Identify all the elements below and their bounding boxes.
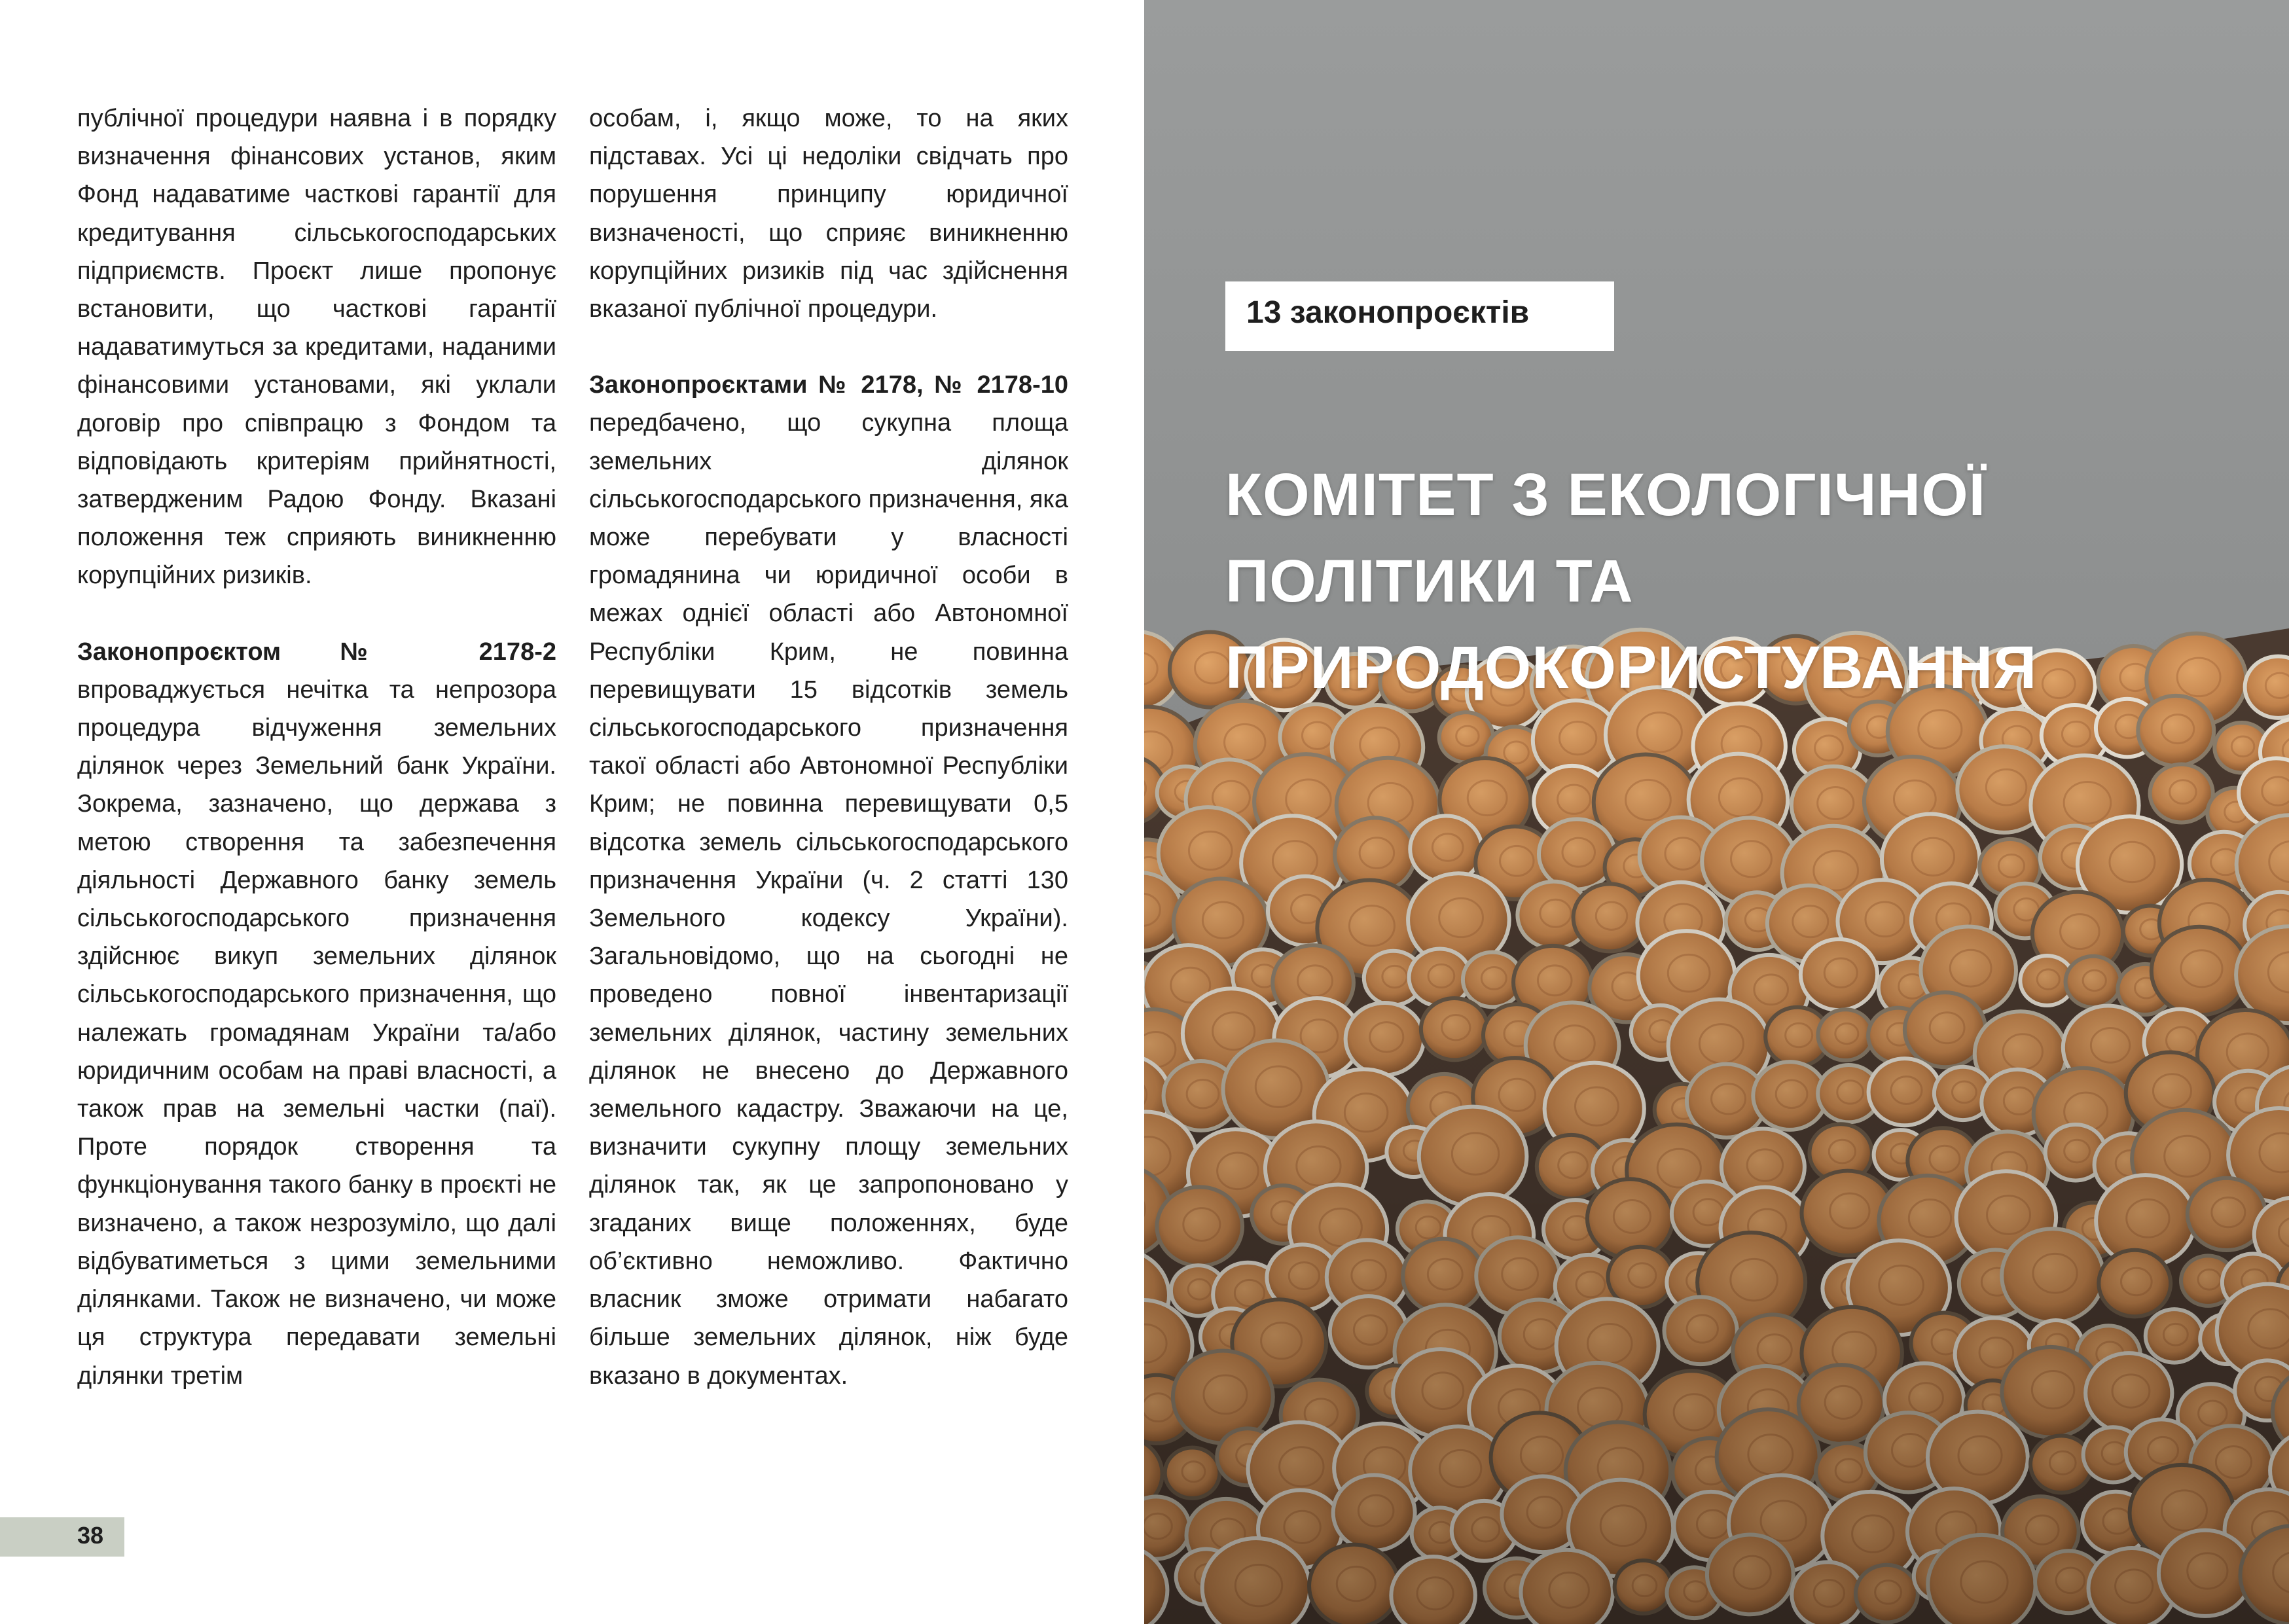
paragraph: публічної процедури наявна і в порядку визначення фінансових установ, яким Фонд надаватиме часткові гарантії для кредитування сільськогосподарських підприємств. Проєкт лише пропонує встановити, що часткові гарантії надаватимуться за кредитами, наданими фінансовими установами, які уклали договір про співпрацю з Фондом та відповідають критеріям прийнятності, затвердженим Радою Фонду. Вказані положення теж сприяють виникненню корупційних ризиків. — [77, 105, 556, 590]
committee-title — [1225, 452, 2246, 711]
log-pile-photo — [1144, 0, 2289, 1624]
title-line: ПОЛІТИКИ ТА — [1225, 548, 1634, 615]
paragraph: особам, і, якщо може, то на яких підставах. Усі ці недоліки свідчать про порушення принципу юридичної визначеності, що сприяє виникненню корупційних ризиків під час здійснення вказаної публічної процедури. — [589, 105, 1068, 323]
paragraph-text: передбачено, що сукупна площа земельних ділянок сільськогосподарського призначення, яка може перебувати у власності громадянина чи юридичної особи в межах однієї області або Автономної Республіки Крим, не повинна перевищувати 15 відсотків земель сільськогосподарського призначення такої області або Автономної Республіки Крим; не повинна перевищувати 0,5 відсотка земель сільськогосподарського призначення України (ч. 2 статті 130 Земельного кодексу України). Загальновідомо, що на сьогодні не проведено повної інвентаризації земельних ділянок, частину земельних ділянок не внесено до Державного земельного кадастру. Зважаючи на це, визначити сукупну площу земельних ділянок так, як це запропоновано у згаданих вище положеннях, буде об’єктивно неможливо. Фактично власник зможе отримати набагато більше земельних ділянок, ніж буде вказано в документах. — [589, 409, 1068, 1390]
title-line: КОМІТЕТ З ЕКОЛОГІЧНОЇ — [1225, 461, 1987, 528]
bill-count-text: 13 законопроєктів — [1246, 295, 1530, 330]
paragraph-text: впроваджується нечітка та непрозора процедура відчуження земельних ділянок через Земельний банк України. Зокрема, зазначено, що держава з метою створення та забезпечення діяльності Державного банку земель сільськогосподарського призначення здійснює викуп земельних ділянок сільськогосподарського призначення, що належать громадянам України та/або юридичним особам на праві власності, а також прав на земельні частки (паї). Проте порядок створення та функціонування такого банку в проєкті не визначено, а також незрозуміло, що далі відбуватиметься з цими земельними ділянками. Також не визначено, чи може ця структура передавати земельні ділянки третім — [77, 676, 556, 1390]
title-line: ПРИРОДОКОРИСТУВАННЯ — [1225, 634, 2038, 701]
bill-reference: Законопроєктами № 2178, № 2178-10 — [589, 371, 1068, 399]
bill-reference: Законопроєктом № 2178-2 — [77, 638, 556, 666]
text-column-1 — [77, 99, 556, 1433]
page-number: 38 — [77, 1522, 104, 1549]
paragraph — [589, 366, 1068, 1394]
left-page — [0, 0, 1144, 1624]
page-number-box — [0, 1517, 124, 1557]
text-column-2 — [589, 99, 1068, 1433]
paragraph — [77, 633, 556, 1395]
log-pile-photo-icon — [1144, 0, 2289, 1624]
